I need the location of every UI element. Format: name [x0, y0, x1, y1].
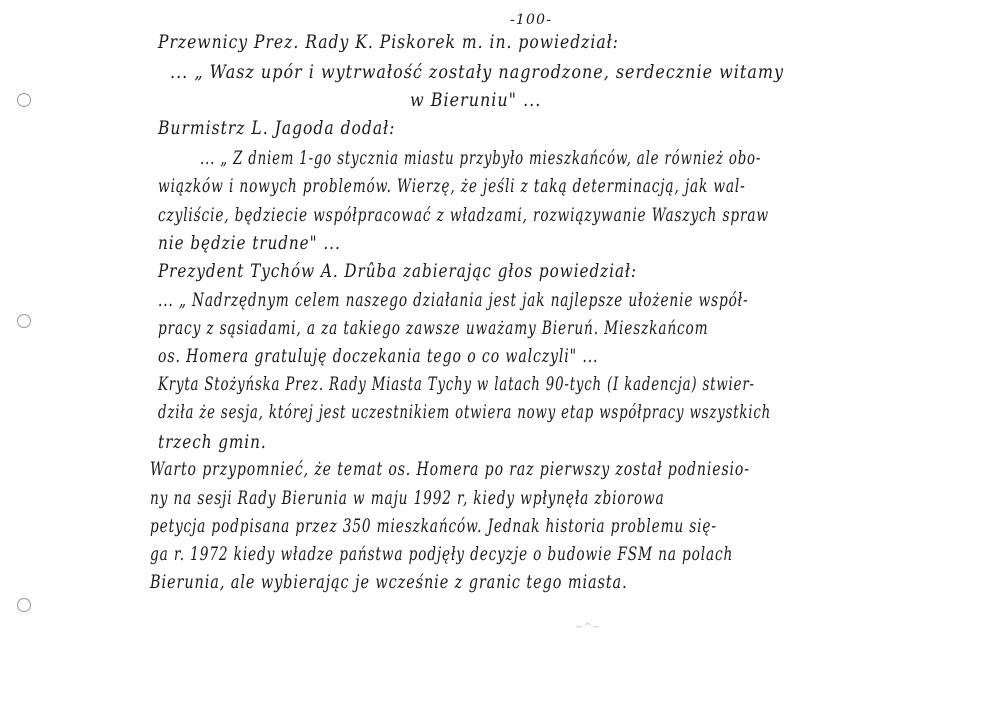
text-line-14: dziła że sesja, której jest uczestnikiem otwiera nowy etap współpracy wszystkich: [158, 401, 772, 423]
text-line-4: Burmistrz L. Jagoda dodał:: [158, 117, 396, 139]
page-number: -100-: [510, 12, 553, 28]
text-line-8: nie będzie trudne" ...: [158, 232, 341, 254]
text-line-5: ... „ Z dniem 1-go stycznia miastu przybyło mieszkańców, ale również obo-: [200, 147, 762, 169]
punch-hole-top-icon: [17, 93, 31, 107]
text-line-13: Kryta Stożyńska Prez. Rady Miasta Tychy w latach 90-tych (I kadencja) stwier-: [158, 373, 755, 395]
text-line-10: ... „ Nadrzędnym celem naszego działania jest jak najlepsze ułożenie współ-: [158, 289, 749, 311]
punch-hole-middle-icon: [17, 314, 31, 328]
punch-hole-bottom-icon: [17, 598, 31, 612]
text-line-7: czyliście, będziecie współpracować z władzami, rozwiązywanie Waszych spraw: [158, 204, 769, 226]
text-line-11: pracy z sąsiadami, a za takiego zawsze uważamy Bieruń. Mieszkańcom: [158, 317, 709, 339]
text-line-17: ny na sesji Rady Bierunia w maju 1992 r, kiedy wpłynęła zbiorowa: [150, 487, 665, 509]
text-line-3: w Bieruniu" ...: [410, 89, 542, 111]
faint-stamp-mark: ~^~: [575, 622, 601, 633]
text-line-15: trzech gmin.: [158, 431, 267, 453]
text-line-6: wiązków i nowych problemów. Wierzę, że jeśli z taką determinacją, jak wal-: [158, 175, 746, 197]
text-line-1: Przewnicy Prez. Rady K. Piskorek m. in. powiedział:: [158, 31, 619, 53]
text-line-9: Prezydent Tychów A. Drûba zabierając głos powiedział:: [158, 260, 637, 282]
text-line-16: Warto przypomnieć, że temat os. Homera po raz pierwszy został podniesio-: [150, 458, 750, 480]
text-line-12: os. Homera gratuluję doczekania tego o co walczyli" ...: [158, 345, 599, 367]
text-line-19: ga r. 1972 kiedy władze państwa podjęły decyzje o budowie FSM na polach: [150, 543, 734, 565]
text-line-2: ... „ Wasz upór i wytrwałość zostały nagrodzone, serdecznie witamy: [170, 61, 785, 83]
text-line-20: Bierunia, ale wybierając je wcześnie z granic tego miasta.: [150, 571, 628, 593]
text-line-18: petycja podpisana przez 350 mieszkańców. Jednak historia problemu się-: [150, 515, 717, 537]
